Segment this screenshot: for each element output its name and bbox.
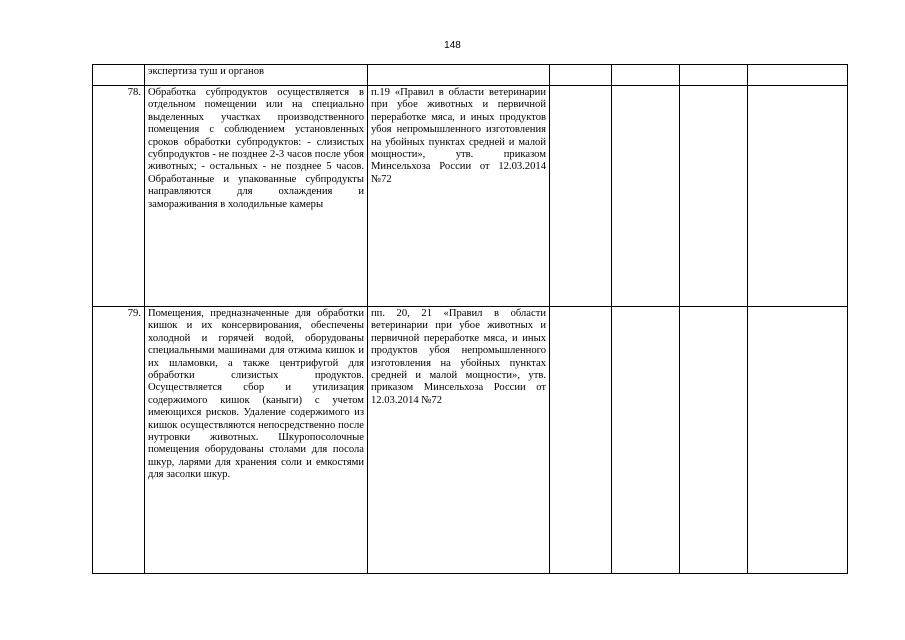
empty-cell <box>680 86 748 307</box>
empty-cell <box>748 65 848 86</box>
empty-cell <box>612 86 680 307</box>
legal-source-text: пп. 20, 21 «Правил в области ветеринарии при убое животных и первичной переработке мяса, и иных продуктов убоя непромышленного изготовления на убойных пунктах средней и малой мощности», утв. приказом Минсельхоза России от 12.03.2014 №72 <box>368 307 550 574</box>
row-number: 78. <box>93 86 145 307</box>
row-number: 79. <box>93 307 145 574</box>
empty-cell <box>748 86 848 307</box>
empty-cell <box>748 307 848 574</box>
empty-cell <box>612 307 680 574</box>
empty-cell <box>680 65 748 86</box>
requirement-text: Обработка субпродуктов осуществляется в отдельном помещении или на специально выделенных участках производственного помещения с соблюдением установленных сроков обработки субпродуктов: - слизистых субпродуктов - не позднее 2-3 часов после убоя животных; - остальных - не позднее 5 часов. Обработанные и упакованные субпродукты направляются для охлаждения и замораживания в холодильные камеры <box>145 86 368 307</box>
empty-cell <box>550 65 612 86</box>
page-number: 148 <box>444 40 461 51</box>
requirement-text: экспертиза туш и органов <box>145 65 368 86</box>
empty-cell <box>680 307 748 574</box>
legal-source-text: п.19 «Правил в области ветеринарии при убое животных и первичной переработке мяса, и иных продуктов убоя непромышленного изготовления на убойных пунктах средней и малой мощности», утв. приказом Минсельхоза России от 12.03.2014 №72 <box>368 86 550 307</box>
legal-source-text <box>368 65 550 86</box>
empty-cell <box>612 65 680 86</box>
table-row <box>93 65 848 86</box>
requirement-text: Помещения, предназначенные для обработки кишок и их консервирования, обеспечены холодной и горячей водой, оборудованы специальными машинами для отжима кишок и их шламовки, а также центрифугой для обработки слизистых продуктов. Осуществляется сбор и утилизация содержимого кишок (каныги) с учетом имеющихся рисков. Удаление содержимого из кишок осуществляются непосредственно после нутровки животных. Шкуропосолочные помещения оборудованы столами для посола шкур, ларями для хранения соли и емкостями для засолки шкур. <box>145 307 368 574</box>
requirements-table <box>92 64 848 574</box>
row-number <box>93 65 145 86</box>
table-row <box>93 86 848 307</box>
table-row <box>93 307 848 574</box>
empty-cell <box>550 307 612 574</box>
empty-cell <box>550 86 612 307</box>
